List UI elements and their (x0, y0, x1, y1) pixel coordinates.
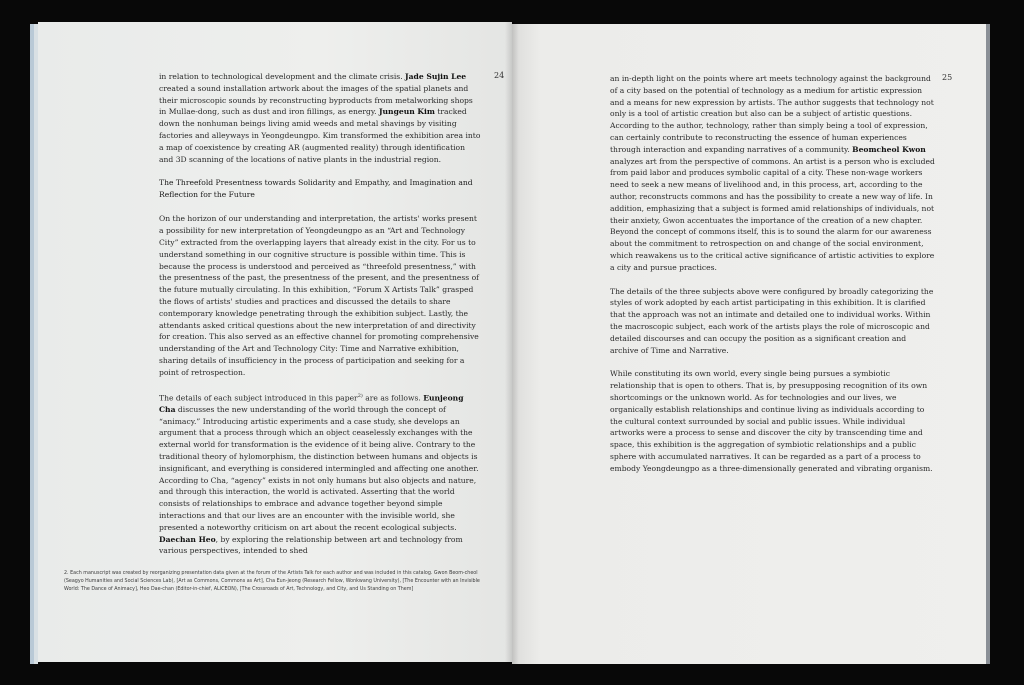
paragraph (159, 391, 481, 558)
right-page (512, 24, 986, 664)
section-heading: The Threefold Presentness towards Solidarity and Empathy, and Imagination and Reflection for the Future (159, 178, 473, 200)
paragraph (610, 368, 935, 474)
book-gutter (505, 22, 519, 664)
paragraph (610, 73, 935, 274)
paragraph (159, 71, 481, 165)
paragraph (610, 286, 935, 357)
left-body-main (159, 213, 481, 557)
text-run: discusses the new understanding of the world through the concept of “animacy.” Introducing artistic experiments and a case study, she develops an argument that a process through which an object ceaselessly exchanges with the external world for transformation is the evidence of it being alive. Contrary to the traditional theory of hylomorphism, the distinction between humans and objects is insignificant, and everything is considered intermingled and affecting one another. According to Cha, “agency” exists in not only humans but also objects and nature, and through this interaction, the world is activated. Asserting that the world consists of relationships to embrace and advance together beyond simple interactions and that our lives are an encounter with the invisible world, she presented a noteworthy criticism on art about the recent ecological subjects. (159, 404, 479, 532)
left-body-intro (159, 71, 481, 165)
page-number-left: 24 (494, 71, 505, 80)
right-body (610, 73, 935, 475)
text-run: tracked down the nonhuman beings living amid weeds and metal shavings by visiting factories and alleyways in Yeongdeungpo. Kim transformed the exhibition area into a map of coexistence by creating AR (augmented reality) through identification and 3D scanning of the locations of native plants in the industrial region. (159, 107, 481, 164)
left-page (38, 22, 512, 662)
author-name: Jade Sujin Lee (405, 72, 467, 81)
left-text-column (159, 71, 481, 569)
text-run: While constituting its own world, every single being pursues a symbiotic relationship that is open to others. That is, by presupposing recognition of its own shortcomings or the unknown world. As for technologies and our lives, we organically establish relationships and continue living as individuals according to the cultural context surrounded by social and public issues. While individual artworks were a process to sense and discover the city by transcending time and space, this exhibition is the aggregation of symbiotic relationships and a public sphere with accumulated narratives. It can be regarded as a part of a process to embody Yeongdeungpo as a three-dimensionally generated and vibrating organism. (610, 369, 933, 473)
page-number-right: 25 (942, 73, 953, 82)
text-run: an in-depth light on the points where art meets technology against the background of a city based on the potential of technology as a medium for artistic expression and a means for new expression by artists. The author suggests that technology not only is a tool of artistic creation but also can be a subject of artistic questions. According to the author, technology, rather than simply being a tool of expression, can certainly contribute to reconstructing the essence of human experiences through interaction and expanding narratives of a community. (610, 74, 934, 154)
text-run: On the horizon of our understanding and interpretation, the artists' works present a possibility for new interpretation of Yeongdeungpo as an “Art and Technology City” extracted from the overlapping layers that already exist in the city. For us to understand something in our cognitive structure is possible within time. This is because the process is understood and perceived as “threefold presentness,” with the presentness of the past, the presentness of the present, and the presentness of the future mutually circulating. In this exhibition, “Forum X Artists Talk” grasped the flows of artists' studies and practices and discussed the details to share contemporary knowledge penetrating through the exhibition subject. Lastly, the attendants asked critical questions about the new interpretation of and directivity for creation. This also served as an effective channel for promoting comprehensive understanding of the Art and Technology City: Time and Narrative exhibition, sharing details of insufficiency in the process of participation and seeking for a point of retrospection. (159, 214, 479, 377)
footnote-ref: 2) (357, 392, 363, 399)
text-run: created a sound installation artwork about the images of the spatial planets and their microscopic sounds by reconstructing byproducts from metalworking shops in Mullae-dong, such as dust and iron fillings, as energy. (159, 83, 473, 117)
author-name: Jungeun Kim (378, 107, 435, 117)
author-name: Daechan Heo (159, 534, 216, 544)
text-run: , by exploring the relationship between art and technology from various perspectives, intended to shed (159, 534, 463, 556)
footnote: 2. Each manuscript was created by reorganizing presentation data given at the forum of the Artists Talk for each author and was included in this catalog. Gwon Beom-cheol (Seagyo Humanities and Social Sciences Lab), [Art as Commons, Commons as Art], Cha Eun-jeong (Research Fellow, Wonkwang University), [The Encounter with an Invisible World: The Dance of Animacy], Heo Dae-chan (Editor-in-chief, ALICEON), [The Crossroads of Art, Technology, and City, and Us Standing on Them] (64, 571, 480, 592)
page-edge-right (986, 24, 990, 664)
author-name: Beomcheol Kwon (852, 144, 926, 154)
text-run: in relation to technological development and the climate crisis. (159, 72, 406, 81)
text-run: The details of the three subjects above were configured by broadly categorizing the styles of work adopted by each artist participating in this exhibition. It is clarified that the approach was not an intimate and detailed one to individual works. Within the macroscopic subject, each work of the artists plays the role of microscopic and detailed discourses and can occupy the position as a significant creation and archive of Time and Narrative. (610, 286, 934, 355)
author-name: Eunjeong Cha (159, 393, 464, 414)
paragraph (159, 213, 481, 378)
text-run: analyzes art from the perspective of commons. An artist is a person who is excluded from paid labor and produces symbolic capital of a city. These non-wage workers need to seek a new means of livelihood and, in this process, art, according to the author, reconstructs commons and has the possibility to create a new way of life. In addition, emphasizing that a subject is formed amid relationships of individuals, not their anxiety, Gwon accentuates the importance of the creation of a new chapter. Beyond the concept of commons itself, this is to sound the alarm for our awareness about the commitment to retrospection on and change of the social environment, which reawakens us to the critical active significance of artistic activities to explore a city and pursue practices. (610, 156, 935, 272)
text-run: are as follows. (362, 393, 424, 403)
right-text-column (610, 73, 935, 487)
text-run: The details of each subject introduced in this paper (159, 393, 358, 403)
